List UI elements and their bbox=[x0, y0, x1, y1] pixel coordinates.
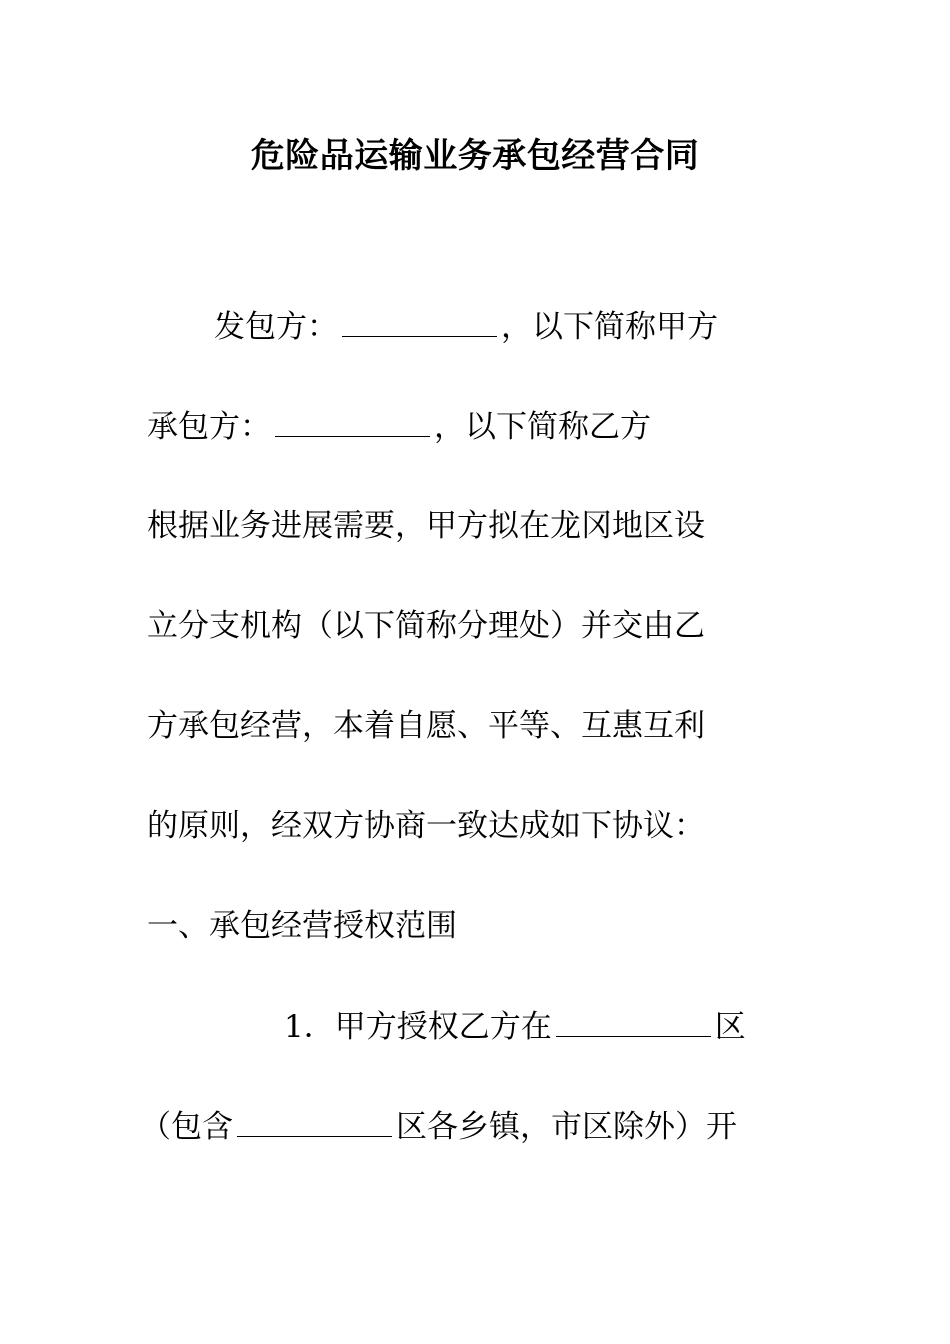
party-b-label: 承包方： bbox=[147, 409, 271, 445]
clause-1-cont-suffix: 区各乡镇，市区除外）开 bbox=[396, 1109, 737, 1145]
party-a-suffix: ，以下简称甲方 bbox=[501, 309, 718, 345]
contract-title: 危险品运输业务承包经营合同 bbox=[250, 136, 700, 176]
paragraph-line: 立分支机构（以下简称分理处）并交由乙 bbox=[147, 608, 705, 644]
clause-1-text: 1．甲方授权乙方在 bbox=[284, 1009, 552, 1045]
party-b-line bbox=[147, 406, 651, 447]
paragraph-line: 的原则，经双方协商一致达成如下协议： bbox=[147, 808, 705, 844]
clause-1-suffix: 区 bbox=[714, 1009, 746, 1045]
party-a-label: 发包方： bbox=[214, 309, 338, 345]
party-a-line bbox=[214, 306, 718, 347]
party-b-suffix: ，以下简称乙方 bbox=[434, 409, 651, 445]
clause-1-line bbox=[284, 1006, 746, 1047]
section-heading: 一、承包经营授权范围 bbox=[147, 908, 457, 944]
district-blank[interactable] bbox=[556, 1006, 711, 1037]
clause-1-cont-text: （包含 bbox=[140, 1109, 233, 1145]
clause-1-continuation bbox=[140, 1106, 737, 1147]
paragraph-line: 方承包经营，本着自愿、平等、互惠互利 bbox=[147, 708, 705, 744]
paragraph-line: 根据业务进展需要，甲方拟在龙冈地区设 bbox=[147, 508, 705, 544]
party-b-blank[interactable] bbox=[275, 406, 430, 437]
party-a-blank[interactable] bbox=[342, 306, 497, 337]
included-district-blank[interactable] bbox=[237, 1106, 392, 1137]
